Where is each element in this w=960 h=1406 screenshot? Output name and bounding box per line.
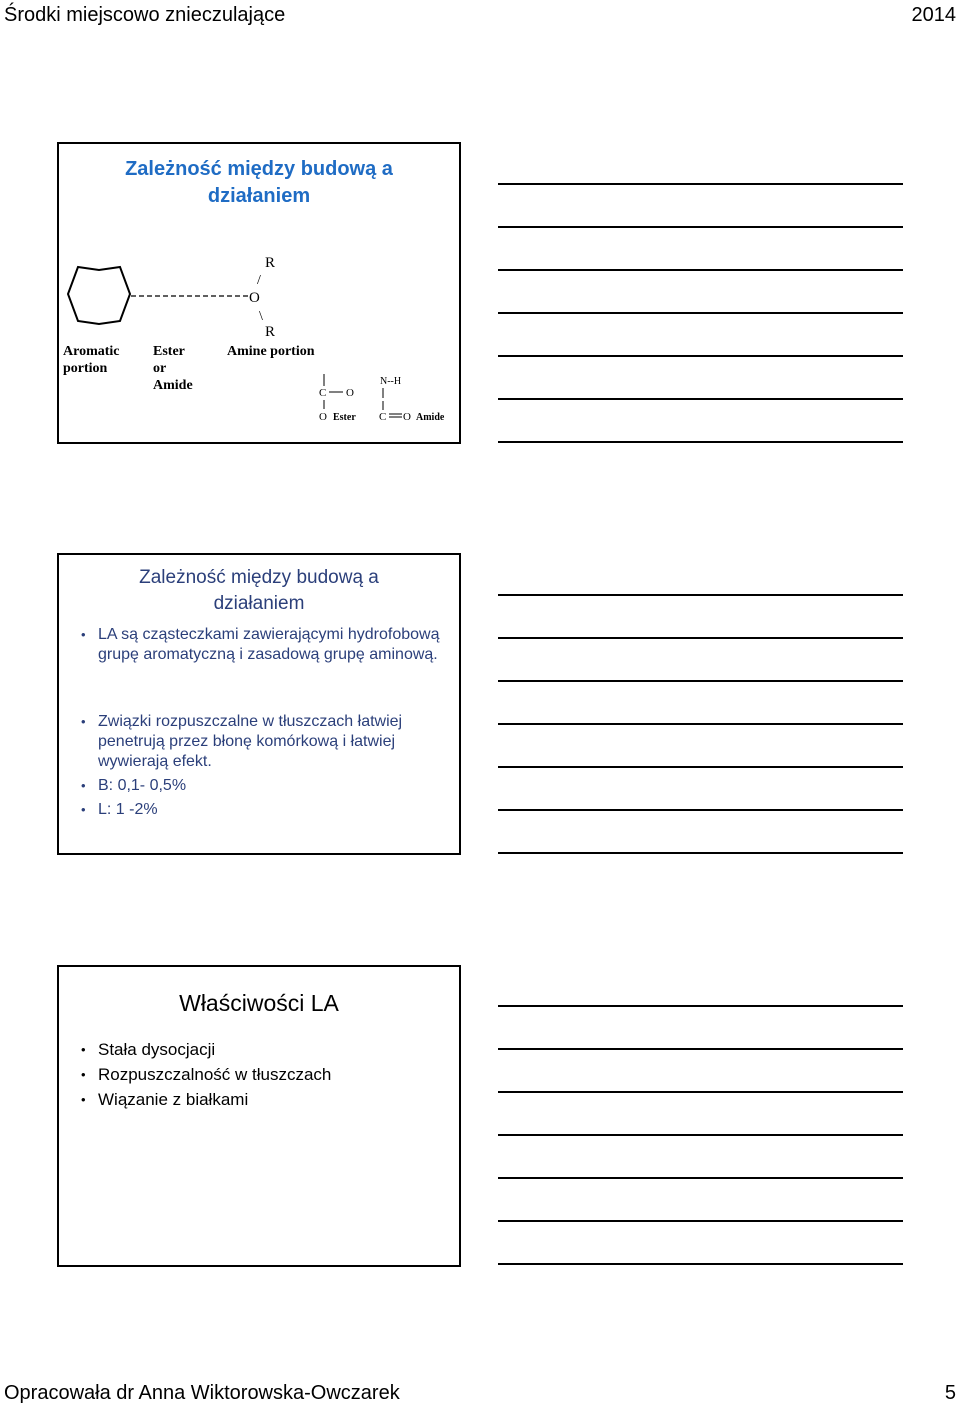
page-header-title: Środki miejscowo znieczulające <box>4 4 286 26</box>
bullet-item: • B: 0,1- 0,5% <box>81 776 441 796</box>
slide-2-bullet-list-a <box>81 625 441 665</box>
slide-1-title-line-2: działaniem <box>207 185 311 207</box>
benzene-ring-icon <box>68 267 130 324</box>
amide-oxygen-label: O <box>403 411 411 423</box>
slide-2 <box>57 553 461 855</box>
note-line <box>498 312 903 314</box>
note-line <box>498 680 903 682</box>
note-line <box>498 1177 903 1179</box>
slash-bond: / <box>257 273 261 288</box>
note-line <box>498 1005 903 1007</box>
note-line <box>498 269 903 271</box>
note-line <box>498 809 903 811</box>
page-header-year: 2014 <box>911 4 956 26</box>
page-number: 5 <box>944 1382 956 1404</box>
amine-portion-label: Amine portion <box>227 344 315 359</box>
amide-label: Amide <box>153 378 193 393</box>
r-bottom-label: R <box>265 324 276 340</box>
amide-nh-label: N--H <box>380 376 402 387</box>
ester-oxygen-right: O <box>346 387 354 399</box>
oxygen-label: O <box>249 290 260 306</box>
note-line <box>498 1048 903 1050</box>
chemical-structure-diagram <box>59 244 459 434</box>
note-line <box>498 441 903 443</box>
or-label: or <box>153 361 167 376</box>
note-line <box>498 1220 903 1222</box>
note-line <box>498 723 903 725</box>
amide-carbon-label: C <box>379 411 387 423</box>
slide-3 <box>57 965 461 1267</box>
note-line <box>498 355 903 357</box>
slide-2-title-line-1: Zależność między budową a <box>139 567 379 588</box>
ester-label: Ester <box>153 344 185 359</box>
bullet-item: • Związki rozpuszczalne w tłuszczach łatwiej penetrują przez błonę komórkową i łatwiej wywierają efekt. <box>81 712 441 772</box>
bullet-item: • Wiązanie z białkami <box>81 1089 441 1110</box>
slide-3-bullet-list <box>81 1039 441 1114</box>
page-footer-author: Opracowała dr Anna Wiktorowska-Owczarek <box>4 1382 400 1404</box>
bullet-item: • LA są cząsteczkami zawierającymi hydrofobową grupę aromatyczną i zasadową grupę aminową. <box>81 625 441 665</box>
slide-1-title <box>59 156 459 210</box>
note-line <box>498 637 903 639</box>
backslash-bond: \ <box>259 309 263 324</box>
r-top-label: R <box>265 255 276 271</box>
bullet-item: • Rozpuszczalność w tłuszczach <box>81 1064 441 1085</box>
note-line <box>498 594 903 596</box>
note-line <box>498 398 903 400</box>
note-line <box>498 1091 903 1093</box>
note-line <box>498 226 903 228</box>
note-line <box>498 852 903 854</box>
slide-1-title-line-1: Zależność między budową a <box>125 158 393 180</box>
slide-2-title-line-2: działaniem <box>213 593 305 614</box>
note-line <box>498 766 903 768</box>
bullet-item: • L: 1 -2% <box>81 800 441 820</box>
slide-2-title <box>59 565 459 617</box>
note-line <box>498 1134 903 1136</box>
bullet-item: • Stała dysocjacji <box>81 1039 441 1060</box>
slide-1 <box>57 142 461 444</box>
portion-label: portion <box>63 361 108 376</box>
aromatic-label: Aromatic <box>63 344 120 359</box>
note-line <box>498 1263 903 1265</box>
ester-oxygen-bottom: O <box>319 411 327 423</box>
slide-3-title: Właściwości LA <box>179 990 339 1016</box>
amide-group-label: Amide <box>416 412 445 423</box>
ester-carbon-label: C <box>319 387 327 399</box>
note-line <box>498 183 903 185</box>
ester-group-label: Ester <box>333 412 356 423</box>
slide-2-bullet-list-b <box>81 712 441 824</box>
